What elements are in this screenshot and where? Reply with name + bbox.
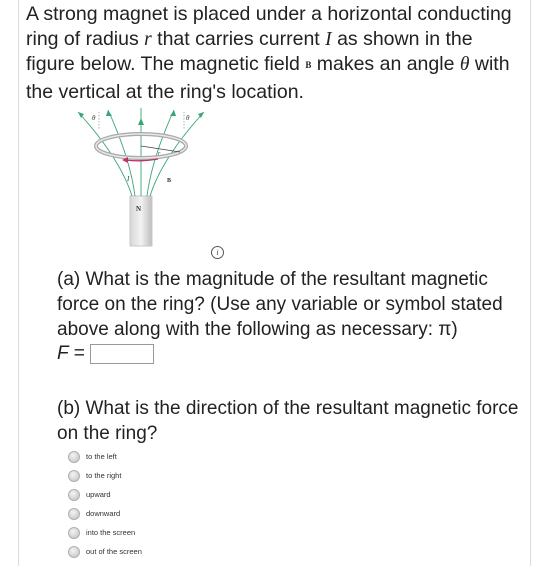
question-text [26,2,526,105]
direction-options [68,447,142,561]
option-label: to the right [86,471,122,480]
option-label: to the left [86,452,117,461]
part-a-question: (a) What is the magnitude of the resultant magnetic force on the ring? (Use any variable or symbol stated above along with the following as necessary: π) [57,269,503,340]
option-upward[interactable] [68,485,142,504]
radio-button[interactable] [68,508,80,520]
variable-theta: θ [459,54,470,75]
radio-button[interactable] [68,470,80,482]
radio-button[interactable] [68,451,80,463]
radio-button[interactable] [68,527,80,539]
info-icon[interactable]: i [211,246,224,259]
label-I: I [127,175,130,183]
radio-button[interactable] [68,489,80,501]
option-label: upward [86,490,111,499]
label-theta-right: θ [186,114,190,122]
label-r: r [158,151,161,157]
label-N: N [136,205,142,213]
option-out-of-the-screen[interactable] [68,542,142,561]
force-answer-input[interactable] [90,344,154,364]
magnet-ring-figure [70,108,220,250]
question-text-part: makes an angle [311,53,460,75]
magnet-bar [130,196,152,246]
answer-label: F = [57,343,85,364]
part-b-question: (b) What is the direction of the resultant magnetic force on the ring? [57,398,519,444]
variable-I: I [325,29,332,50]
question-text-part: that carries current [151,28,326,50]
option-to-the-left[interactable] [68,447,142,466]
question-text-part: A strong magnet is placed under a horizontal conducting ring of radius [26,3,512,50]
option-label: out of the screen [86,547,142,556]
answer-row [57,343,154,365]
label-theta-left: θ [92,114,96,122]
variable-r: r [144,29,152,50]
option-label: downward [86,509,121,518]
variable-B: B [305,60,312,70]
label-B: B [167,178,172,184]
radio-button[interactable] [68,546,80,558]
option-downward[interactable] [68,504,142,523]
question-text-part: with the vertical at the ring's location. [26,53,510,103]
question-text-part: as shown in the figure below. The magnetic field [26,28,473,75]
option-into-the-screen[interactable] [68,523,142,542]
option-label: into the screen [86,528,136,537]
option-to-the-right[interactable] [68,466,142,485]
